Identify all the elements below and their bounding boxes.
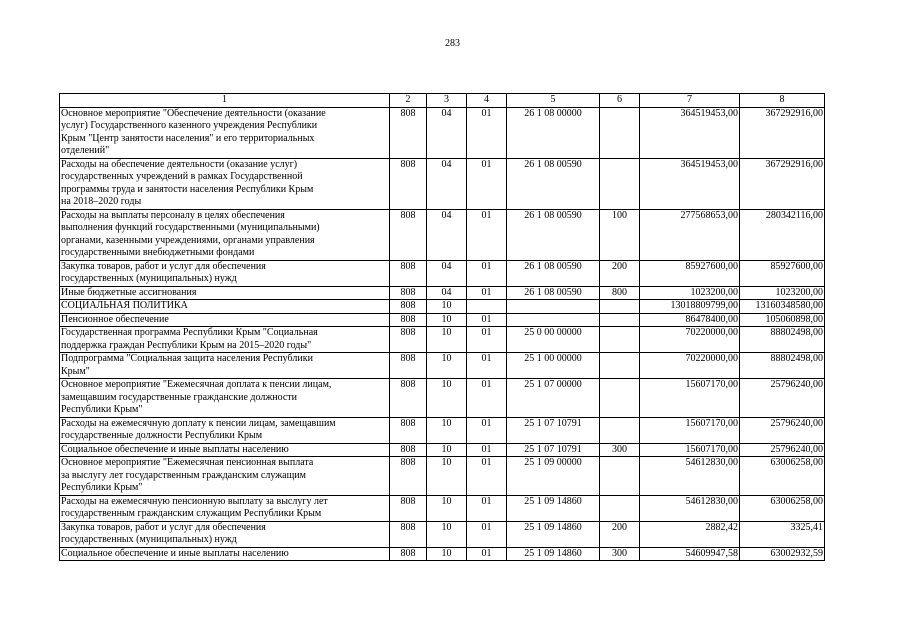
row-sum-year2: 3325,41 [740,521,825,547]
row-section: 10 [427,521,467,547]
row-subsection: 01 [467,495,507,521]
row-section: 10 [427,495,467,521]
table-row [60,443,825,457]
row-sum-year2: 1023200,00 [740,286,825,300]
row-grbs: 808 [390,495,427,521]
row-name: СОЦИАЛЬНАЯ ПОЛИТИКА [60,300,390,314]
row-target-article: 25 1 09 14860 [507,547,600,561]
row-target-article: 25 1 09 00000 [507,457,600,496]
row-section: 10 [427,457,467,496]
table-row [60,547,825,561]
table-row [60,457,825,496]
row-sum-year2: 63002932,59 [740,547,825,561]
row-target-article [507,313,600,327]
row-expense-type: 200 [600,521,640,547]
row-sum-year1: 70220000,00 [640,353,740,379]
row-grbs: 808 [390,107,427,158]
row-target-article: 25 1 09 14860 [507,521,600,547]
row-target-article: 25 1 07 10791 [507,417,600,443]
row-subsection: 01 [467,286,507,300]
row-subsection: 01 [467,353,507,379]
row-section: 04 [427,107,467,158]
row-expense-type: 300 [600,443,640,457]
row-subsection: 01 [467,313,507,327]
row-expense-type [600,327,640,353]
row-name: Расходы на ежемесячную доплату к пенсии лицам, замещавшим государственные должности Республики Крым [60,417,390,443]
row-name: Основное мероприятие "Ежемесячная пенсионная выплата за выслугу лет государственным гражданским служащим Республики Крым" [60,457,390,496]
row-expense-type [600,158,640,209]
row-sum-year2: 63006258,00 [740,495,825,521]
budget-table [59,93,825,561]
row-sum-year1: 15607170,00 [640,443,740,457]
row-target-article: 26 1 08 00590 [507,158,600,209]
row-sum-year1: 85927600,00 [640,260,740,286]
row-sum-year2: 13160348580,00 [740,300,825,314]
row-grbs: 808 [390,353,427,379]
row-sum-year1: 54612830,00 [640,457,740,496]
table-row [60,353,825,379]
row-name: Основное мероприятие "Ежемесячная доплата к пенсии лицам, замещавшим государственные гражданские должности Республики Крым" [60,379,390,418]
table-body [60,94,825,561]
header-row [60,94,825,108]
row-name: Основное мероприятие "Обеспечение деятельности (оказание услуг) Государственного казенного учреждения Республики Крым "Центр занятости населения" и его территориальных отделений" [60,107,390,158]
row-grbs: 808 [390,379,427,418]
row-sum-year1: 15607170,00 [640,417,740,443]
row-target-article: 25 1 09 14860 [507,495,600,521]
row-grbs: 808 [390,260,427,286]
row-section: 10 [427,327,467,353]
row-grbs: 808 [390,457,427,496]
row-subsection: 01 [467,521,507,547]
row-sum-year2: 88802498,00 [740,353,825,379]
row-target-article: 26 1 08 00590 [507,209,600,260]
row-target-article: 25 0 00 00000 [507,327,600,353]
table-row [60,286,825,300]
row-name: Расходы на ежемесячную пенсионную выплату за выслугу лет государственным гражданским служащим Республики Крым [60,495,390,521]
row-name: Расходы на обеспечение деятельности (оказание услуг) государственных учреждений в рамках Государственной программы труда и занятости населения Республики Крым на 2018–2020 годы [60,158,390,209]
row-section: 04 [427,209,467,260]
row-sum-year2: 85927600,00 [740,260,825,286]
row-section: 04 [427,260,467,286]
row-section: 10 [427,417,467,443]
row-name: Социальное обеспечение и иные выплаты населению [60,547,390,561]
row-subsection: 01 [467,457,507,496]
row-sum-year2: 25796240,00 [740,417,825,443]
header-cell-1: 1 [60,94,390,108]
row-name: Расходы на выплаты персоналу в целях обеспечения выполнения функций государственными (муниципальными) органами, казенными учреждениями, органами управления государственными внебюджетными фондами [60,209,390,260]
row-name: Пенсионное обеспечение [60,313,390,327]
row-expense-type [600,313,640,327]
row-sum-year2: 367292916,00 [740,158,825,209]
row-sum-year2: 280342116,00 [740,209,825,260]
table-row [60,379,825,418]
row-expense-type: 100 [600,209,640,260]
row-sum-year1: 15607170,00 [640,379,740,418]
row-expense-type: 800 [600,286,640,300]
header-cell-2: 2 [390,94,427,108]
row-sum-year2: 88802498,00 [740,327,825,353]
table-row [60,327,825,353]
row-grbs: 808 [390,547,427,561]
row-subsection: 01 [467,107,507,158]
header-cell-7: 7 [640,94,740,108]
row-name: Подпрограмма "Социальная защита населения Республики Крым" [60,353,390,379]
row-subsection: 01 [467,209,507,260]
table-row [60,107,825,158]
row-expense-type [600,417,640,443]
row-target-article: 26 1 08 00000 [507,107,600,158]
row-section: 04 [427,158,467,209]
header-cell-8: 8 [740,94,825,108]
row-sum-year1: 13018809799,00 [640,300,740,314]
row-sum-year2: 105060898,00 [740,313,825,327]
row-sum-year2: 25796240,00 [740,443,825,457]
row-target-article: 26 1 08 00590 [507,260,600,286]
row-grbs: 808 [390,300,427,314]
table-row [60,300,825,314]
table-row [60,521,825,547]
row-sum-year1: 364519453,00 [640,107,740,158]
row-name: Закупка товаров, работ и услуг для обеспечения государственных (муниципальных) нужд [60,521,390,547]
row-grbs: 808 [390,443,427,457]
row-grbs: 808 [390,158,427,209]
row-section: 10 [427,547,467,561]
row-grbs: 808 [390,209,427,260]
row-section: 04 [427,286,467,300]
row-grbs: 808 [390,313,427,327]
row-subsection: 01 [467,158,507,209]
row-subsection: 01 [467,547,507,561]
row-section: 10 [427,379,467,418]
row-target-article: 25 1 07 00000 [507,379,600,418]
row-sum-year1: 364519453,00 [640,158,740,209]
header-cell-5: 5 [507,94,600,108]
row-grbs: 808 [390,327,427,353]
row-expense-type: 200 [600,260,640,286]
row-sum-year1: 277568653,00 [640,209,740,260]
row-sum-year2: 25796240,00 [740,379,825,418]
row-sum-year1: 70220000,00 [640,327,740,353]
row-subsection [467,300,507,314]
table-row [60,158,825,209]
row-sum-year1: 1023200,00 [640,286,740,300]
row-expense-type [600,495,640,521]
row-sum-year1: 54609947,58 [640,547,740,561]
table-row [60,260,825,286]
header-cell-3: 3 [427,94,467,108]
row-sum-year1: 54612830,00 [640,495,740,521]
row-grbs: 808 [390,521,427,547]
row-subsection: 01 [467,443,507,457]
row-target-article: 25 1 00 00000 [507,353,600,379]
row-expense-type [600,457,640,496]
row-name: Государственная программа Республики Крым "Социальная поддержка граждан Республики Крым на 2015–2020 годы" [60,327,390,353]
table-row [60,495,825,521]
row-name: Закупка товаров, работ и услуг для обеспечения государственных (муниципальных) нужд [60,260,390,286]
row-sum-year1: 2882,42 [640,521,740,547]
row-expense-type [600,107,640,158]
row-expense-type [600,379,640,418]
row-sum-year2: 367292916,00 [740,107,825,158]
row-section: 10 [427,300,467,314]
header-cell-4: 4 [467,94,507,108]
header-cell-6: 6 [600,94,640,108]
table-row [60,313,825,327]
row-subsection: 01 [467,417,507,443]
table-row [60,417,825,443]
row-expense-type [600,300,640,314]
row-subsection: 01 [467,327,507,353]
row-subsection: 01 [467,379,507,418]
row-target-article [507,300,600,314]
row-section: 10 [427,443,467,457]
row-target-article: 26 1 08 00590 [507,286,600,300]
row-section: 10 [427,353,467,379]
row-target-article: 25 1 07 10791 [507,443,600,457]
row-name: Иные бюджетные ассигнования [60,286,390,300]
table-row [60,209,825,260]
row-sum-year2: 63006258,00 [740,457,825,496]
row-sum-year1: 86478400,00 [640,313,740,327]
row-expense-type [600,353,640,379]
row-expense-type: 300 [600,547,640,561]
page-number: 283 [445,38,460,49]
row-name: Социальное обеспечение и иные выплаты населению [60,443,390,457]
row-grbs: 808 [390,286,427,300]
row-subsection: 01 [467,260,507,286]
row-section: 10 [427,313,467,327]
row-grbs: 808 [390,417,427,443]
